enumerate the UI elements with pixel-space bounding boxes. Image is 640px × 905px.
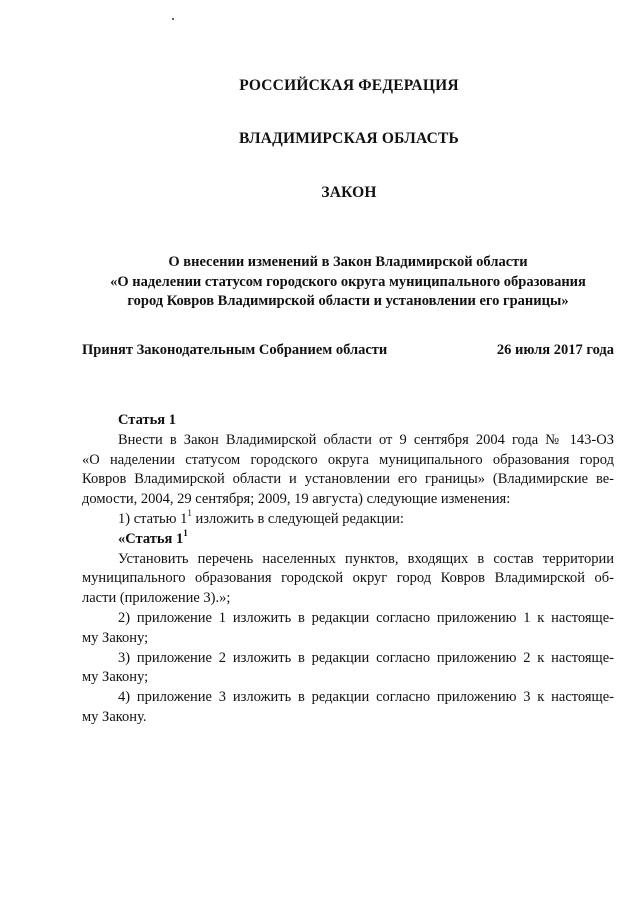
new-article-superscript: 1 [183,527,188,538]
body-line: муниципального образования городской округ город Ковров Владимирской об- [82,570,614,587]
item-3-line: 3) приложение 2 изложить в редакции согласно приложению 2 к настояще- [118,649,614,666]
body-line: Установить перечень населенных пунктов, входящих в состав территории [118,550,614,567]
item-1 [82,507,614,530]
new-article-heading [82,527,614,550]
body-line: Внести в Закон Владимирской области от 9 сентября 2004 года № 143-ОЗ [118,431,614,448]
item-1-superscript: 1 [187,507,192,518]
article-heading: Статья 1 [118,412,176,428]
law-title [82,253,614,312]
item-2-line: 2) приложение 1 изложить в редакции согласно приложению 1 к настояще- [118,609,614,626]
adoption-date: 26 июля 2017 года [496,342,614,358]
article-body [82,411,614,728]
new-article-heading-text: «Статья 1 [118,530,184,547]
item-4-line: 4) приложение 3 изложить в редакции согласно приложению 3 к настояще- [118,689,614,706]
body-line: Ковров Владимирской области и установлении его границы» (Владимирские ве- [82,471,614,488]
item-3-line: му Закону; [82,669,149,686]
country-heading: РОССИЙСКАЯ ФЕДЕРАЦИЯ [239,77,459,94]
body-line: «О наделении статусом городского округа муниципального образования город [82,451,614,468]
adopted-by: Принят Законодательным Собранием области [82,342,388,358]
document-type-heading: ЗАКОН [321,184,377,201]
law-title-line: О внесении изменений в Закон Владимирской области [168,254,528,270]
body-line: домости, 2004, 29 сентября; 2009, 19 августа) следующие изменения: [82,491,511,508]
item-1-prefix: 1) статью 1 [118,510,188,527]
body-line: ласти (приложение 3).»; [82,590,231,607]
law-title-line: город Ковров Владимирской области и установлении его границы» [127,293,569,309]
law-title-line: «О наделении статусом городского округа муниципального образования [110,273,586,290]
item-2-line: му Закону; [82,629,149,646]
region-heading: ВЛАДИМИРСКАЯ ОБЛАСТЬ [239,130,459,147]
item-4-line: му Закону. [82,708,147,725]
item-1-suffix: изложить в следующей редакции: [191,510,404,527]
scan-speck [172,18,174,20]
